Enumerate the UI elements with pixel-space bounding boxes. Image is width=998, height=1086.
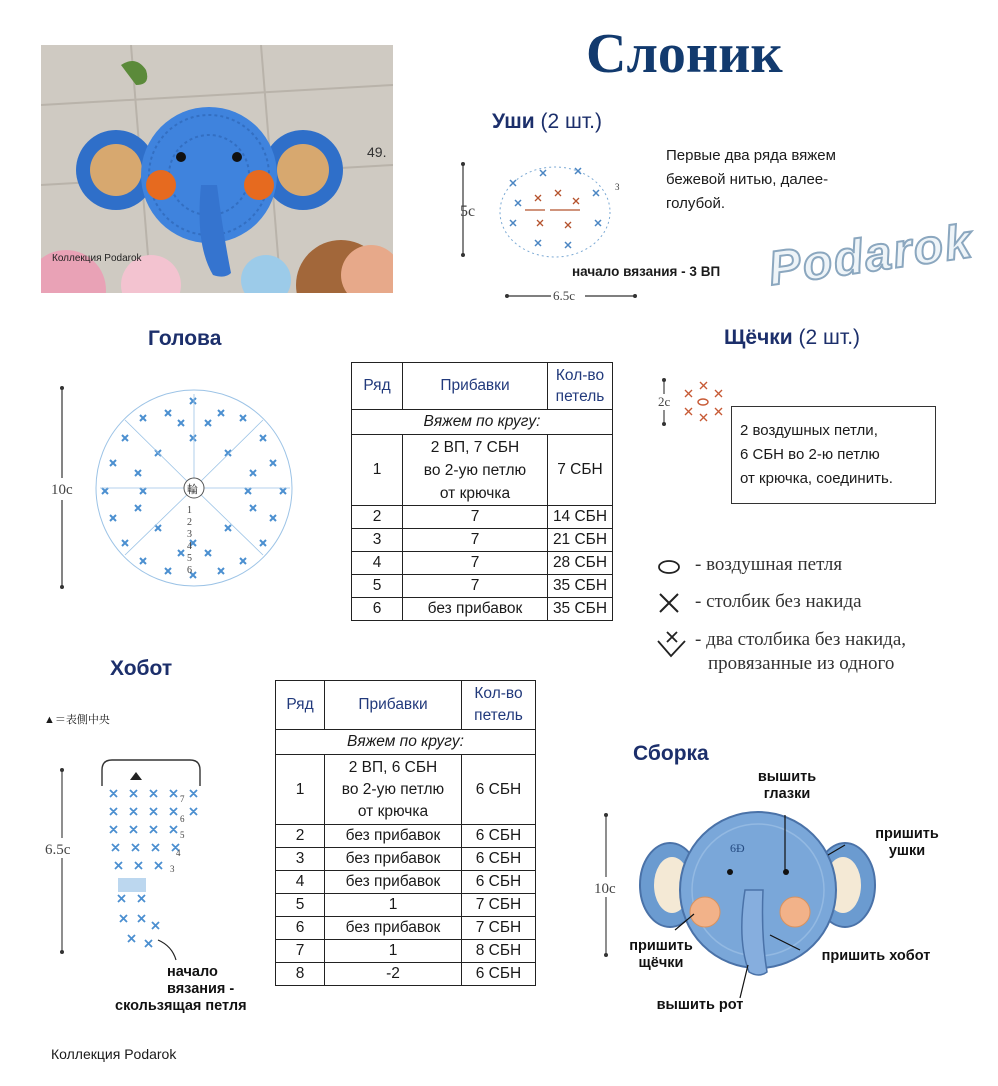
head-table-subheader: Вяжем по кругу: <box>352 410 613 435</box>
table-cell: без прибавок <box>403 598 548 621</box>
table-row <box>276 894 536 917</box>
table-row <box>276 940 536 963</box>
table-cell: 7 СБН <box>548 435 613 506</box>
trunk-table-header: Кол-во петель <box>462 681 536 730</box>
table-cell: 7 СБН <box>462 894 536 917</box>
trunk-start-line: скользящая петля <box>115 998 247 1014</box>
table-cell-line: 2 ВП, 7 СБН <box>430 438 520 456</box>
cheeks-heading <box>724 326 860 350</box>
assembly-label-line: глазки <box>763 786 811 802</box>
ears-diagram <box>455 150 655 305</box>
table-cell: 2 <box>352 506 403 529</box>
table-cell: 14 СБН <box>548 506 613 529</box>
chain-stitch-icon <box>655 557 685 577</box>
table-cell: 6 <box>352 598 403 621</box>
head-height-label: 10c <box>51 482 73 498</box>
svg-text:6: 6 <box>180 814 185 824</box>
assembly-label-eyes <box>742 769 832 803</box>
svg-text:3: 3 <box>170 864 175 874</box>
svg-text:5: 5 <box>180 830 185 840</box>
assembly-label-line: вышить <box>757 769 817 785</box>
head-row-mark: 3 <box>187 529 192 540</box>
table-cell: 4 <box>352 552 403 575</box>
table-cell: 1 <box>276 755 325 825</box>
assembly-height-label: 10c <box>594 881 616 897</box>
table-cell: 35 СБН <box>548 575 613 598</box>
photo-number: 49. <box>367 144 387 160</box>
table-cell: 7 СБН <box>462 917 536 940</box>
cheeks-note-line: от крючка, соединить. <box>740 470 893 487</box>
legend <box>655 553 985 683</box>
page-title: Слоник <box>586 23 783 85</box>
head-table-header: Кол-во петель <box>548 363 613 410</box>
table-cell: 7 <box>403 575 548 598</box>
elephant-photo-illustration <box>41 45 393 293</box>
table-cell: 1 <box>325 894 462 917</box>
table-cell: -2 <box>325 963 462 986</box>
ears-count: (2 шт.) <box>540 110 603 133</box>
table-cell: 7 <box>276 940 325 963</box>
svg-text:4: 4 <box>176 848 181 858</box>
trunk-start-line: начало <box>167 964 218 980</box>
table-row <box>276 825 536 848</box>
head-row-mark: 1 <box>187 505 192 516</box>
cheeks-count: (2 шт.) <box>798 326 861 349</box>
svg-text:3: 3 <box>615 182 620 192</box>
table-cell: 3 <box>276 848 325 871</box>
assembly-label-trunk: пришить хобот <box>821 948 931 964</box>
trunk-table <box>275 680 536 986</box>
table-cell-line: 2 ВП, 6 СБН <box>348 758 438 776</box>
assembly-label-ears <box>862 826 952 860</box>
legend-inc-text: - два столбика без накида, <box>695 629 907 650</box>
table-cell: 1 <box>325 940 462 963</box>
assembly-label-line: пришить <box>875 826 939 842</box>
trunk-diagram <box>40 730 250 980</box>
head-row-mark: 6 <box>187 565 192 576</box>
table-row <box>276 917 536 940</box>
head-center-symbol: 輪 <box>187 483 198 496</box>
table-row <box>276 963 536 986</box>
assembly-label-line: пришить <box>629 938 693 954</box>
ears-start-label: начало вязания - 3 ВП <box>572 264 721 279</box>
head-row-mark: 4 <box>187 541 192 552</box>
table-cell: 8 СБН <box>462 940 536 963</box>
cheeks-height-label: 2c <box>658 394 671 409</box>
table-cell: 6 СБН <box>462 825 536 848</box>
trunk-start-line: вязания - <box>167 981 235 997</box>
table-row <box>352 435 613 506</box>
footer-credit: Коллекция Podarok <box>51 1046 177 1062</box>
assembly-diagram <box>590 790 970 1015</box>
legend-inc-text2: провязанные из одного <box>708 653 895 674</box>
ears-note <box>666 144 876 216</box>
trunk-heading: Хобот <box>110 657 173 680</box>
ears-heading <box>492 110 602 134</box>
table-cell: 21 СБН <box>548 529 613 552</box>
trunk-start-label <box>112 964 272 1015</box>
assembly-label-cheeks <box>616 938 706 972</box>
table-cell: 2 <box>276 825 325 848</box>
trunk-table-header: Прибавки <box>325 681 462 730</box>
legend-sc-text: - столбик без накида <box>695 591 862 612</box>
table-cell-line: от крючка <box>439 484 511 502</box>
table-cell: 7 <box>403 506 548 529</box>
ears-note-line: бежевой нитью, далее- <box>666 171 829 188</box>
legend-chain-text: - воздушная петля <box>695 554 843 575</box>
trunk-table-subheader: Вяжем по кругу: <box>276 730 536 755</box>
table-cell: 5 <box>276 894 325 917</box>
elephant-photo <box>41 45 393 293</box>
ears-note-line: голубой. <box>666 195 726 212</box>
table-cell-line: во 2-ую петлю <box>423 461 527 479</box>
head-table-header: Ряд <box>352 363 403 410</box>
table-cell: без прибавок <box>325 871 462 894</box>
table-cell-line: от крючка <box>357 802 429 820</box>
table-cell: без прибавок <box>325 917 462 940</box>
table-cell: 6 СБН <box>462 871 536 894</box>
table-cell: 5 <box>352 575 403 598</box>
head-row-mark: 2 <box>187 517 192 528</box>
cheeks-note <box>731 406 936 504</box>
table-cell: 1 <box>352 435 403 506</box>
svg-text:7: 7 <box>180 794 185 804</box>
table-row <box>352 552 613 575</box>
ears-width-label: 6.5c <box>553 288 576 303</box>
table-cell: 6 СБН <box>462 963 536 986</box>
assembly-label-line: ушки <box>888 843 926 859</box>
table-cell: 4 <box>276 871 325 894</box>
assembly-heading: Сборка <box>633 742 709 765</box>
table-row <box>352 506 613 529</box>
single-crochet-icon <box>655 591 685 615</box>
head-table-header: Прибавки <box>403 363 548 410</box>
table-row <box>352 529 613 552</box>
assembly-head-mark: 6Ð <box>730 841 745 855</box>
table-cell: 6 СБН <box>462 755 536 825</box>
assembly-label-mouth: вышить рот <box>656 997 744 1013</box>
ears-note-line: Первые два ряда вяжем <box>666 147 836 164</box>
table-row <box>352 598 613 621</box>
cheeks-heading-text: Щёчки <box>724 326 793 349</box>
ears-height-label: 5c <box>460 203 476 220</box>
table-cell: 7 <box>403 529 548 552</box>
table-cell: 6 СБН <box>462 848 536 871</box>
podarok-watermark: Podarok <box>765 214 977 297</box>
trunk-table-header: Ряд <box>276 681 325 730</box>
table-cell: 6 <box>276 917 325 940</box>
cheeks-note-line: 6 СБН во 2-ю петлю <box>740 446 880 463</box>
ears-heading-text: Уши <box>492 110 535 133</box>
table-cell: 28 СБН <box>548 552 613 575</box>
head-row-mark: 5 <box>187 553 192 564</box>
photo-caption: Коллекция Podarok <box>52 253 142 264</box>
table-cell: 7 <box>403 552 548 575</box>
cheeks-diagram <box>655 374 735 430</box>
trunk-height-label: 6.5c <box>45 842 71 858</box>
table-cell: 8 <box>276 963 325 986</box>
table-row <box>276 848 536 871</box>
increase-icon <box>655 629 689 659</box>
assembly-label-line: щёчки <box>638 955 684 971</box>
table-cell: без прибавок <box>325 825 462 848</box>
table-cell: 3 <box>352 529 403 552</box>
table-cell-line: во 2-ую петлю <box>341 780 445 798</box>
table-row <box>276 871 536 894</box>
cheeks-note-line: 2 воздушных петли, <box>740 422 878 439</box>
head-table <box>351 362 613 621</box>
trunk-jp-note: ▲＝表側中央 <box>44 714 110 726</box>
head-diagram <box>40 380 310 595</box>
table-row <box>352 575 613 598</box>
head-heading: Голова <box>148 327 222 350</box>
table-cell: без прибавок <box>325 848 462 871</box>
table-row <box>276 755 536 825</box>
table-cell: 35 СБН <box>548 598 613 621</box>
